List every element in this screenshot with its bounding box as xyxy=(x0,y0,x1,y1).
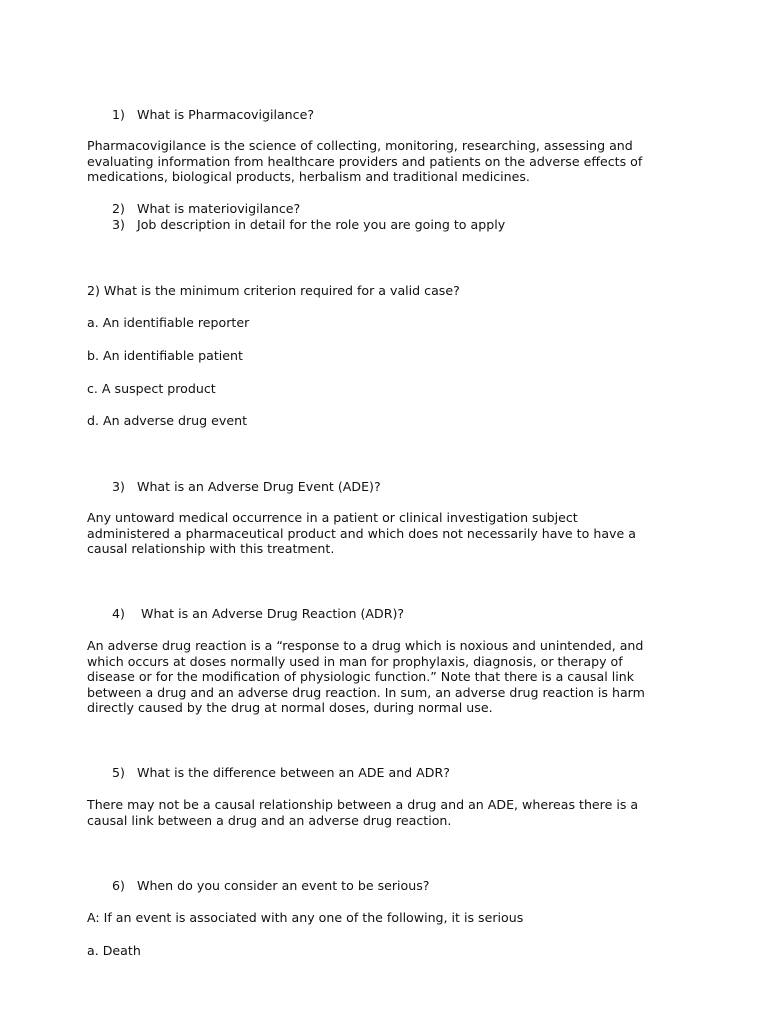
question-5-text: What is the difference between an ADE and ADR? xyxy=(137,765,450,780)
answer-1-line: Pharmacovigilance is the science of collecting, monitoring, researching, assessing and xyxy=(87,138,633,153)
question-3-text: What is an Adverse Drug Event (ADE)? xyxy=(137,479,381,494)
question-number: 2) xyxy=(112,201,125,216)
answer-3-line: causal relationship with this treatment. xyxy=(87,541,335,556)
answer-5-line: There may not be a causal relationship between a drug and an ADE, whereas there is a xyxy=(87,797,639,812)
question-4 xyxy=(112,606,404,621)
answer-3-line: administered a pharmaceutical product and which does not necessarily have to have a xyxy=(87,525,636,541)
question-1-number: 1) xyxy=(112,107,125,122)
answer-4-line: directly caused by the drug at normal doses, during normal use. xyxy=(87,700,493,715)
answer-1-line: medications, biological products, herbalism and traditional medicines. xyxy=(87,169,530,184)
answer-6: A: If an event is associated with any one of the following, it is serious xyxy=(87,910,524,925)
question-6-text: When do you consider an event to be serious? xyxy=(137,878,430,893)
answer-4-line: which occurs at doses normally used in man for prophylaxis, diagnosis, or therapy of xyxy=(87,653,623,669)
answer-1 xyxy=(87,138,687,185)
question-text: What is materiovigilance? xyxy=(137,201,301,216)
question-4-text: What is an Adverse Drug Reaction (ADR)? xyxy=(141,606,405,621)
answer-4 xyxy=(87,638,687,716)
answer-3-line: Any untoward medical occurrence in a patient or clinical investigation subject xyxy=(87,510,578,525)
question-6-number: 6) xyxy=(112,878,125,893)
option-item: a. Death xyxy=(87,943,141,958)
answer-5 xyxy=(87,797,687,828)
question-text: Job description in detail for the role you are going to apply xyxy=(137,217,506,232)
question-6 xyxy=(112,878,430,893)
answer-4-line: between a drug and an adverse drug reaction. In sum, an adverse drug reaction is harm xyxy=(87,684,645,700)
question-1-text: What is Pharmacovigilance? xyxy=(137,107,315,122)
question-materiovigilance xyxy=(112,201,300,216)
question-2: 2) What is the minimum criterion required for a valid case? xyxy=(87,283,460,298)
question-job-description xyxy=(112,217,505,232)
answer-5-line: causal link between a drug and an adverse drug reaction. xyxy=(87,812,452,828)
question-4-number: 4) xyxy=(112,606,125,621)
question-5-number: 5) xyxy=(112,765,125,780)
question-number: 3) xyxy=(112,217,125,232)
answer-4-line: disease or for the modification of physiologic function.” Note that there is a causal link xyxy=(87,669,634,684)
option-item: c. A suspect product xyxy=(87,381,216,396)
answer-4-line: An adverse drug reaction is a “response to a drug which is noxious and unintended, and xyxy=(87,638,644,653)
option-item: a. An identifiable reporter xyxy=(87,315,250,330)
answer-1-line: evaluating information from healthcare providers and patients on the adverse effects of xyxy=(87,153,643,169)
question-5 xyxy=(112,765,450,780)
option-item: d. An adverse drug event xyxy=(87,413,248,428)
question-1 xyxy=(112,107,314,122)
question-3 xyxy=(112,479,381,494)
option-item: b. An identifiable patient xyxy=(87,348,243,363)
question-3-number: 3) xyxy=(112,479,125,494)
answer-3 xyxy=(87,510,687,557)
